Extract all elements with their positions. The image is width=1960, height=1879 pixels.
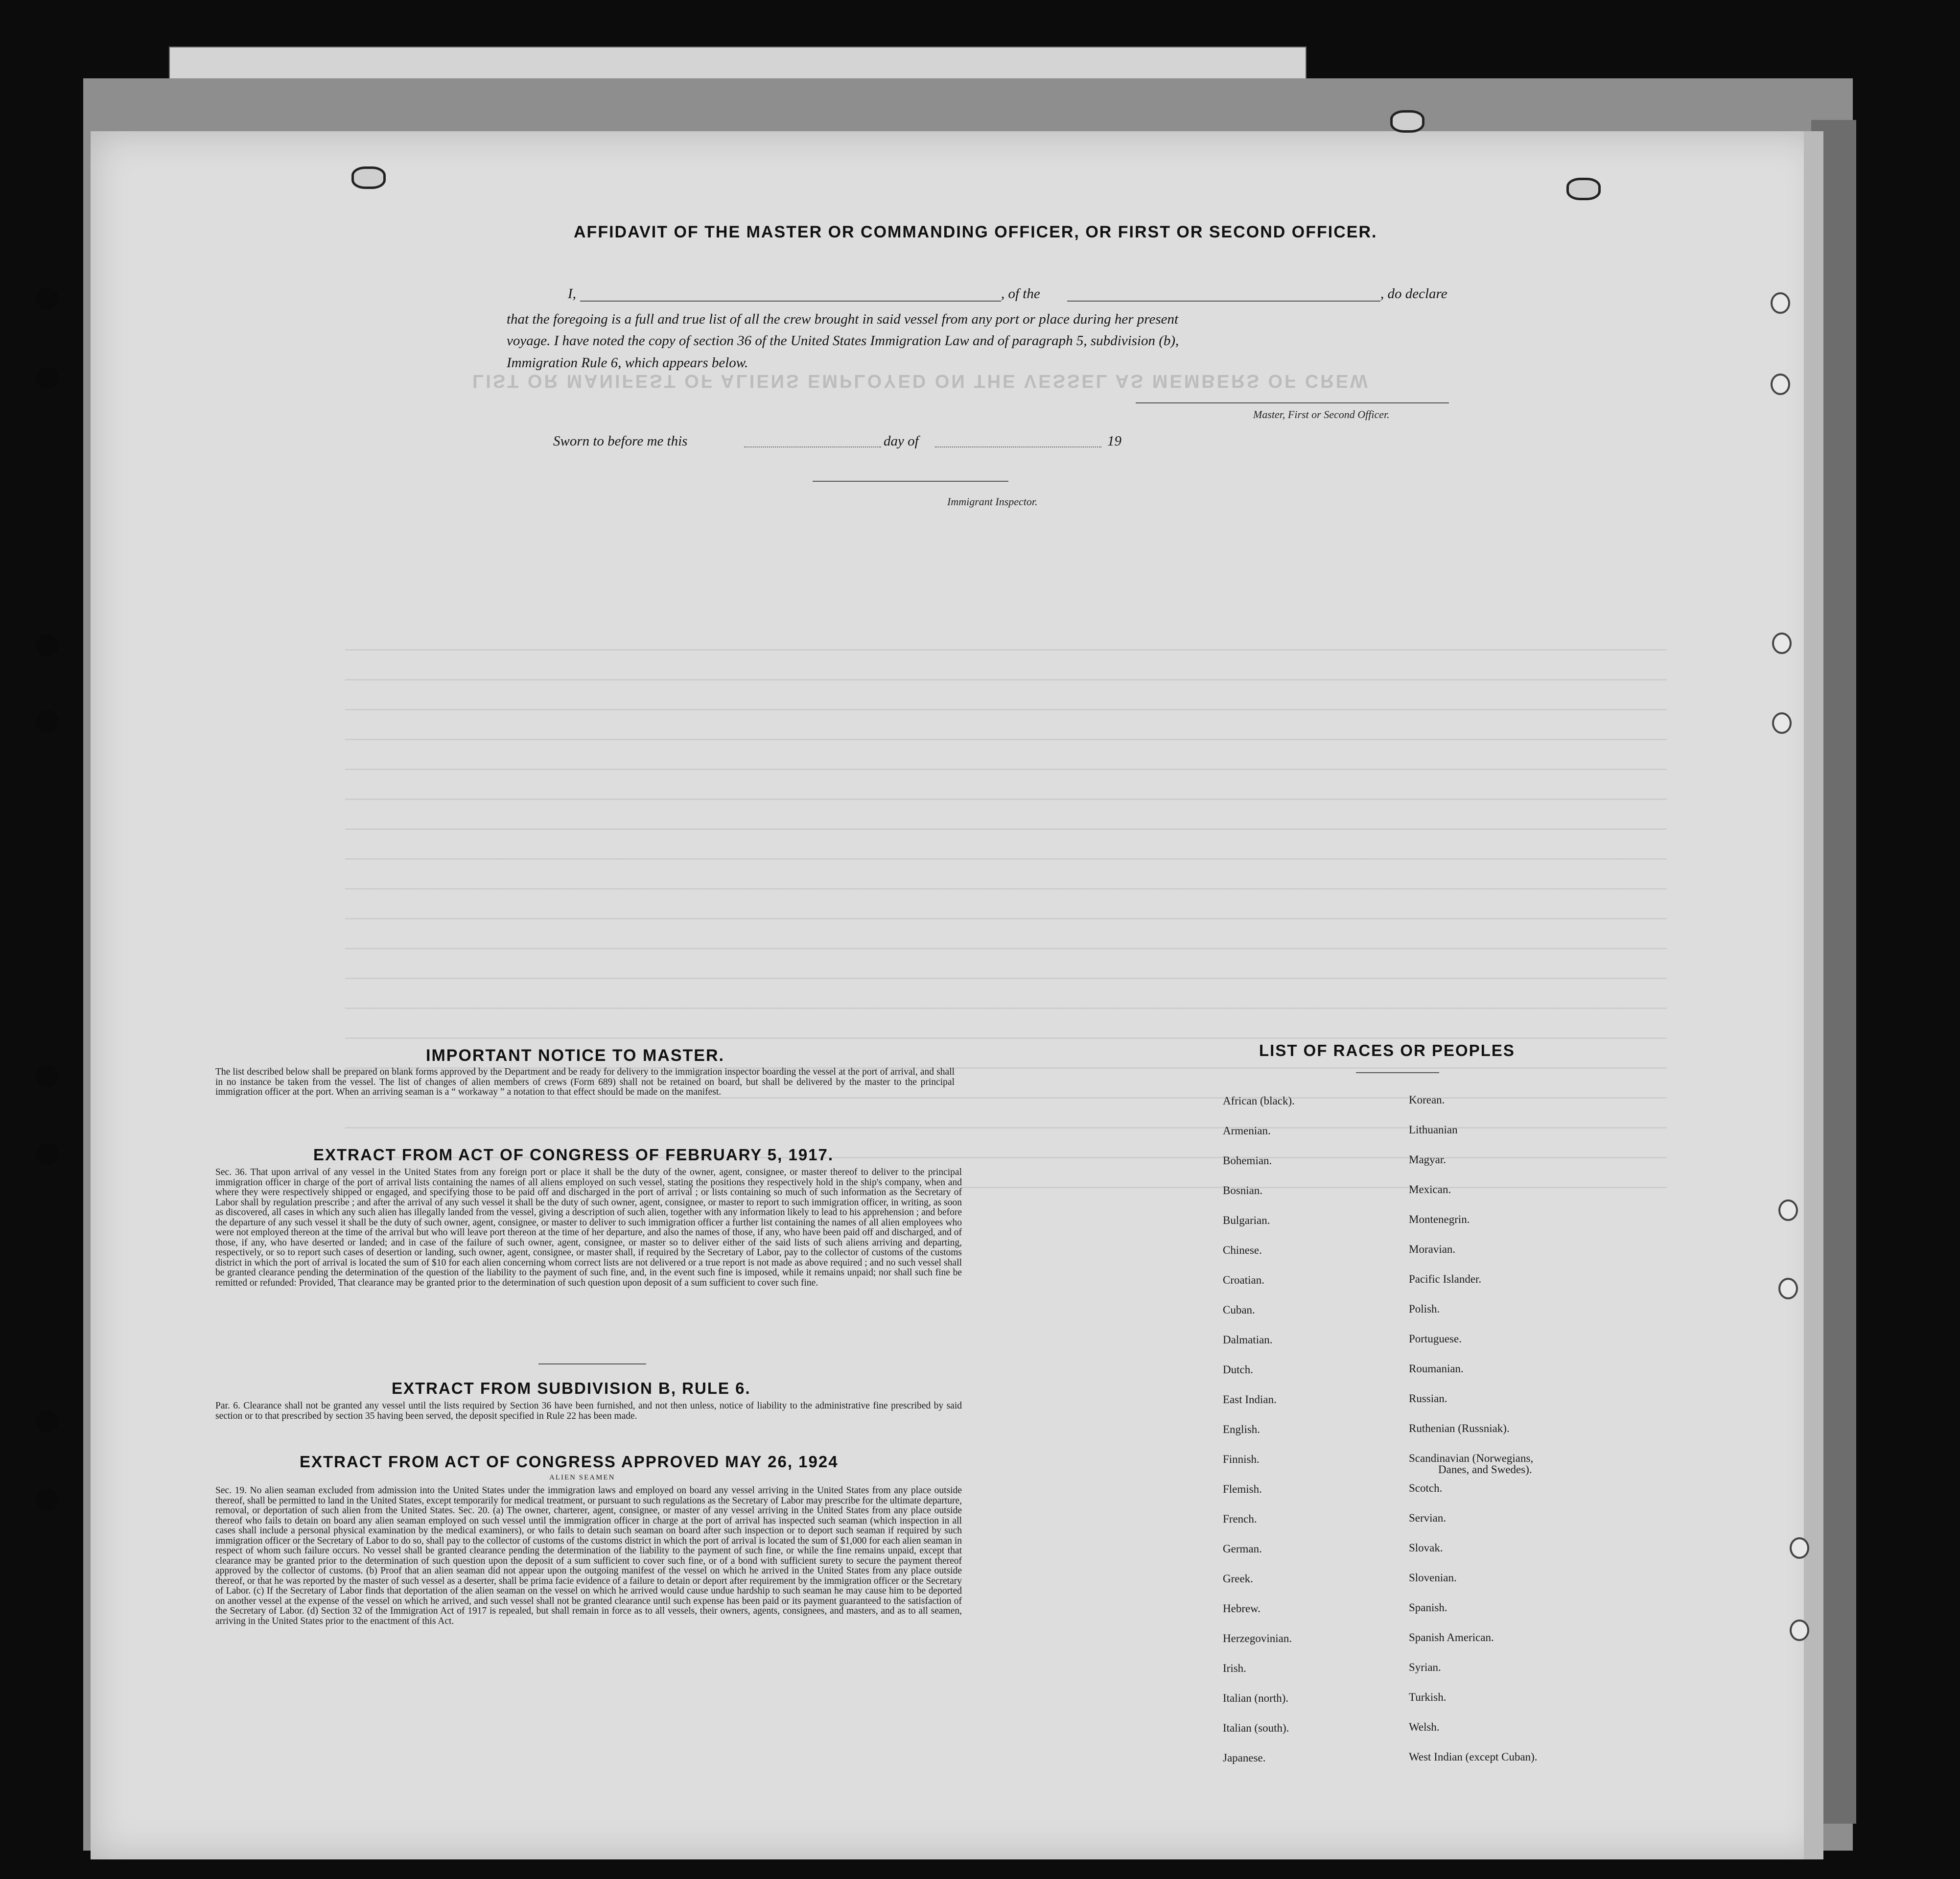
race-item <box>1409 1453 1538 1482</box>
race-item: Italian (south). <box>1223 1722 1289 1734</box>
punch-hole <box>36 1488 59 1511</box>
extract-1924-title: EXTRACT FROM ACT OF CONGRESS APPROVED MAY 26, 1924 <box>300 1453 839 1471</box>
race-item: Hebrew. <box>1223 1602 1261 1615</box>
ring-hole <box>1772 712 1792 734</box>
race-item: Greek. <box>1223 1573 1253 1585</box>
year-label: 19 <box>1107 433 1121 449</box>
inspector-caption: Immigrant Inspector. <box>947 495 1038 508</box>
signature-line <box>1136 402 1449 403</box>
race-item: Welsh. <box>1409 1721 1440 1733</box>
page-right-edge <box>1804 131 1823 1859</box>
race-item: Chinese. <box>1223 1244 1262 1256</box>
race-item: Servian. <box>1409 1512 1447 1524</box>
race-item: Montenegrin. <box>1409 1213 1470 1225</box>
race-item: Croatian. <box>1223 1274 1264 1286</box>
race-item: Russian. <box>1409 1392 1447 1405</box>
show-through-text: LIST OR MANIFEST OF ALIENS EMPLOYED ON THE VESSEL AS MEMBERS OF CREW <box>472 371 1370 391</box>
affidavit-line-1: that the foregoing is a full and true list of all the crew brought in said vessel from any port or place during her present <box>507 311 1179 327</box>
extract-1924-body: Sec. 19. No alien seaman excluded from admission into the United States under the immigration laws and employed on board any vessel arriving in the United States from any place outside thereof, shall be permitted to land in the United States, except temporarily for medical treatment, or pursuant to such regulations as the Secretary of Labor may prescribe for the ultimate departure, removal, or deportation of such alien from the United States. Sec. 20. (a) The owner, charterer, agent, consignee, or master of any vessel arriving in the United States from any place outside thereof who fails to detain on board any alien seaman employed on such vessel until the immigration officer in charge at the port of arrival has inspected such seaman (which inspection in all cases shall include a personal physical examination by the medical examiners), or who fails to detain such seaman on board after such inspection or to deport such seaman if required by such immigration officer or the Secretary of Labor to do so, shall pay to the collector of customs of the customs district in which the port of arrival is located the sum of $1,000 for each alien seaman in respect of whom such failure occurs. No vessel shall be granted clearance pending the determination of the liability to the payment of such fine, or while the fine remains unpaid, except that clearance may be granted prior to the determination of such question upon the deposit of a sum sufficient to cover such fine, or of a bond with sufficient surety to secure the payment thereof approved by the collector of customs. (b) Proof that an alien seaman did not appear upon the outgoing manifest of the vessel on which he arrived in the United States from any place outside thereof, or that he was reported by the master of such vessel as a deserter, shall be prima facie evidence of a failure to detain or deport after requirement by the immigration officer or the Secretary of Labor. (c) If the Secretary of Labor finds that deportation of the alien seaman on the vessel on which he arrived would cause undue hardship to such seaman he may cause him to be deported on another vessel at the expense of the vessel on which he arrived, and such vessel shall not be granted clearance until such expense has been paid or its payment guaranteed to the satisfaction of the Secretary of Labor. (d) Section 32 of the Immigration Act of 1917 is repealed, but shall remain in force as to all vessels, their owners, agents, consignees, and masters, and as to all seamen, arriving in the United States prior to the enactment of this Act. <box>215 1485 962 1626</box>
notice-title: IMPORTANT NOTICE TO MASTER. <box>426 1046 724 1065</box>
race-item-continuation: Danes, and Swedes). <box>1438 1463 1532 1476</box>
signature-caption: Master, First or Second Officer. <box>1253 408 1390 421</box>
race-item: Moravian. <box>1409 1243 1456 1255</box>
extract-rule6-title: EXTRACT FROM SUBDIVISION B, RULE 6. <box>392 1379 751 1397</box>
race-item: Ruthenian (Russniak). <box>1409 1422 1510 1434</box>
race-item: Magyar. <box>1409 1153 1447 1166</box>
race-item: French. <box>1223 1513 1257 1525</box>
ring-hole <box>1771 292 1790 314</box>
race-item: Spanish. <box>1409 1601 1447 1614</box>
races-column-1 <box>1223 1095 1295 1782</box>
race-item: English. <box>1223 1423 1260 1435</box>
race-item: Spanish American. <box>1409 1631 1494 1644</box>
day-of-label: day of <box>884 433 919 449</box>
race-item: Herzegovinian. <box>1223 1632 1292 1644</box>
race-item: West Indian (except Cuban). <box>1409 1751 1538 1763</box>
affidavit-i-label: I, <box>568 286 576 302</box>
race-item: Slovak. <box>1409 1542 1443 1554</box>
race-item: Polish. <box>1409 1303 1440 1315</box>
race-item: Syrian. <box>1409 1661 1441 1673</box>
race-item: Finnish. <box>1223 1453 1260 1465</box>
ring-hole <box>1778 1278 1798 1299</box>
race-item: Italian (north). <box>1223 1692 1289 1704</box>
punch-hole <box>36 1065 59 1087</box>
race-item: Roumanian. <box>1409 1362 1464 1375</box>
races-title: LIST OF RACES OR PEOPLES <box>1259 1041 1515 1059</box>
affidavit-of-the-label: , of the <box>1001 286 1040 302</box>
notice-body: The list described below shall be prepared on blank forms approved by the Department and be ready for delivery to the immigration inspector boarding the vessel at the port of arrival, and shall in no instance be taken from the vessel. The list of changes of alien members of crews (Form 689) shall not be retained on board, but shall be delivered by the master to the principal immigration officer at the port. When an arriving seaman is a “ workaway ” a notation to that effect should be made on the manifest. <box>215 1067 955 1097</box>
punch-hole <box>36 287 59 310</box>
race-item: Pacific Islander. <box>1409 1273 1482 1285</box>
race-item: Cuban. <box>1223 1304 1255 1316</box>
race-item: Bosnian. <box>1223 1184 1263 1197</box>
extract-1917-title: EXTRACT FROM ACT OF CONGRESS OF FEBRUARY 5, 1917. <box>313 1146 834 1164</box>
race-item: Flemish. <box>1223 1483 1262 1495</box>
race-item: Armenian. <box>1223 1125 1271 1137</box>
race-item: Scotch. <box>1409 1482 1443 1494</box>
race-item: Dalmatian. <box>1223 1334 1273 1346</box>
affidavit-line-2: voyage. I have noted the copy of section 36 of the United States Immigration Law and of paragraph 5, subdivision (b), <box>507 333 1179 349</box>
races-title-rule <box>1356 1072 1439 1073</box>
punch-hole <box>36 710 59 732</box>
race-item: Slovenian. <box>1409 1572 1457 1584</box>
inspector-signature-line <box>813 481 1008 482</box>
affidavit-title: AFFIDAVIT OF THE MASTER OR COMMANDING OFFICER, OR FIRST OR SECOND OFFICER. <box>574 223 1377 241</box>
sworn-label: Sworn to before me this <box>553 433 688 449</box>
race-item: African (black). <box>1223 1095 1295 1107</box>
vessel-blank <box>1067 301 1380 302</box>
ring-hole <box>1790 1537 1809 1559</box>
race-item: Korean. <box>1409 1094 1445 1106</box>
affidavit-declare-label: , do declare <box>1380 286 1447 302</box>
punch-hole <box>36 1410 59 1433</box>
punch-hole <box>36 367 59 390</box>
fastener-clip <box>1390 110 1424 133</box>
race-item: Mexican. <box>1409 1183 1451 1196</box>
punch-hole <box>36 1143 59 1166</box>
fastener-clip <box>351 166 386 189</box>
race-item: Japanese. <box>1223 1752 1266 1764</box>
race-item: Bulgarian. <box>1223 1214 1270 1226</box>
ring-hole <box>1772 633 1792 654</box>
sworn-day-blank <box>744 446 881 447</box>
affidavit-line-3: Immigration Rule 6, which appears below. <box>507 355 748 371</box>
race-item: Dutch. <box>1223 1363 1253 1376</box>
extract-1924-subtitle: ALIEN SEAMEN <box>549 1474 615 1481</box>
race-item: German. <box>1223 1543 1262 1555</box>
ring-hole <box>1771 374 1790 395</box>
ring-hole <box>1790 1620 1809 1641</box>
fastener-clip <box>1566 178 1601 200</box>
ring-hole <box>1778 1199 1798 1221</box>
race-item: Irish. <box>1223 1662 1246 1674</box>
extract-rule6-body: Par. 6. Clearance shall not be granted any vessel until the lists required by Section 36 have been furnished, and not then unless, notice of liability to the administrative fine prescribed by said section or to that prescribed by section 35 having been served, the deposit specified in Rule 22 has been made. <box>215 1401 962 1421</box>
section-divider <box>538 1363 646 1364</box>
race-item: Turkish. <box>1409 1691 1447 1703</box>
race-item: Portuguese. <box>1409 1333 1462 1345</box>
race-item: East Indian. <box>1223 1393 1277 1406</box>
punch-hole <box>36 634 59 657</box>
races-column-2 <box>1409 1094 1538 1781</box>
name-blank <box>580 301 1001 302</box>
extract-1917-body: Sec. 36. That upon arrival of any vessel in the United States from any foreign port or place it shall be the duty of the owner, agent, consignee, or master thereof to deliver to the principal immigration officer in charge of the port of arrival lists containing the names of all aliens employed on such vessel, stating the positions they respectively hold in the ship's company, when and where they were respectively shipped or engaged, and specifying those to be paid off and discharged in the port of arrival ; or lists containing so much of such information as the Secretary of Labor shall by regulation prescribe ; and after the arrival of any such vessel it shall be the duty of such owner, agent, consignee, or master to report to such immigration officer, in writing, as soon as discovered, all cases in which any such alien has illegally landed from the vessel, giving a description of such alien, together with any information likely to lead to his apprehension ; and before the departure of any such vessel it shall be the duty of such owner, agent, consignee, or master to deliver to such immigration officer a further list containing the names of all alien employees who were not employed thereon at the time of the arrival but who will leave port thereon at the time of her departure, and also the names of those, if any, who have been paid off and discharged, and of those, if any, who have deserted or landed; and in case of the failure of such owner, agent, consignee, or master so to deliver either of the said lists of such aliens arriving and departing, respectively, or so to report such cases of desertion or landing, such owner, agent, consignee, or master shall, if required by the Secretary of Labor, pay to the collector of customs of the customs district in which the port of arrival is located the sum of $10 for each alien concerning whom correct lists are not delivered or a true report is not made as above required ; and no such vessel shall be granted clearance pending the determination of the question of the liability to the payment of such fine, and, in the event such fine is imposed, while it remains unpaid; nor shall such fine be remitted or refunded: Provided, That clearance may be granted prior to the determination of such question upon deposit of a sum sufficient to cover such fine. <box>215 1167 962 1288</box>
race-item: Lithuanian <box>1409 1124 1458 1136</box>
race-item-line: Scandinavian (Norwegians, <box>1409 1452 1534 1464</box>
sworn-month-blank <box>935 446 1101 447</box>
race-item: Bohemian. <box>1223 1154 1272 1167</box>
